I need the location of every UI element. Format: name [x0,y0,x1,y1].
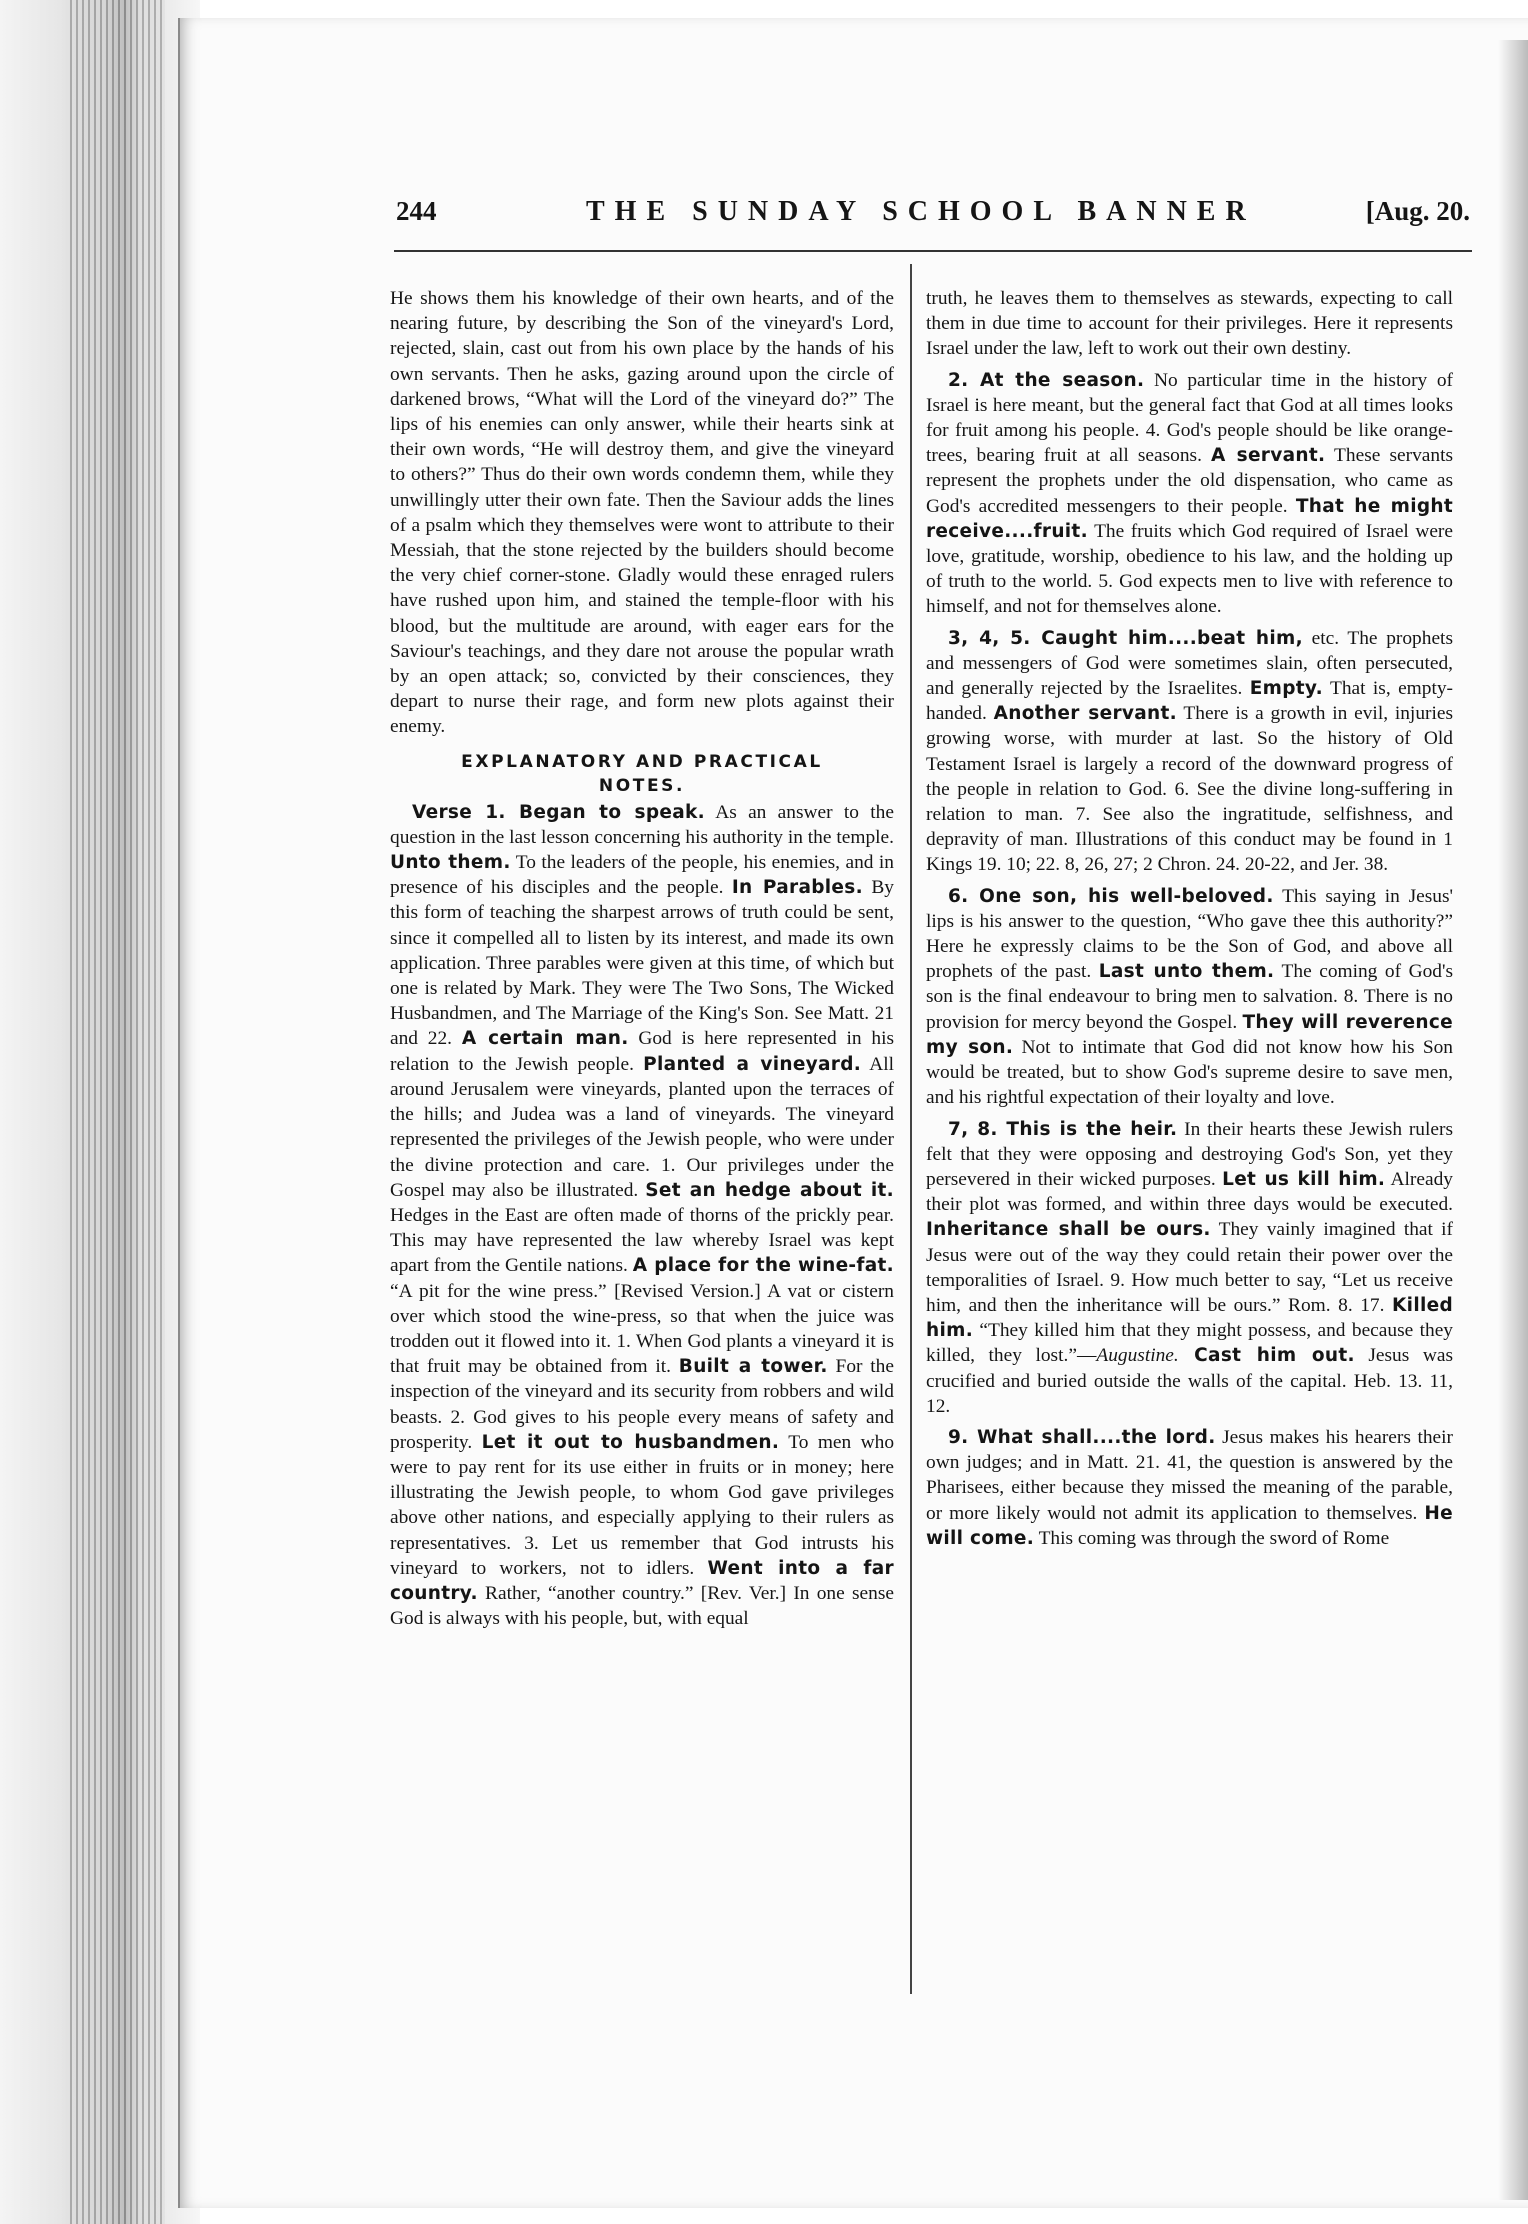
note-text: No particular time in the history of Israel is here meant, but the general fact that God at all times looks for fruit among his people. 4. God's people should be like orange-trees, bearing fruit at all seasons. [926,369,1453,467]
note-text: As an answer to the question in the last lesson concerning his authority in the temple. [390,801,894,848]
note-heading: That he might receive....fruit. [926,495,1453,542]
note-text: They vainly imagined that if Jesus were out of the way they could retain their power over the temporalities of Israel. 9. How much better to say, “Let us receive him, and then the inheritance will be ours.” Rom. 8. 17. [926,1219,1453,1316]
page-right-edge-shadow [1498,40,1528,2200]
note-text: In their hearts these Jewish rulers felt that they were opposing and destroying God's Son, yet they persevered in their wicked purposes. [926,1118,1453,1190]
note-heading: They will reverence my son. [926,1011,1453,1058]
note-text: God is here represented in his relation to the Jewish people. [390,1028,894,1075]
note-text: All around Jerusalem were vineyards, planted upon the terraces of the hills; and Judea was a land of vineyards. The vineyard represented the privileges of the Jewish people, who were under the divine protection and care. 1. Our privileges under the Gospel may also be illustrated. [390,1053,894,1201]
header-rule [394,250,1472,252]
note-text: Rather, “another country.” [Rev. Ver.] In one sense God is always with his people, but, with equal [390,1582,894,1630]
note-text: Jesus was crucified and buried outside the walls of the capital. Heb. 13. 11, 12. [926,1345,1453,1417]
note-heading: Killed him. [926,1294,1453,1342]
note-text: There is a growth in evil, injuries growing worse, with murder at last. So the history of Old Testament Israel is largely a record of the downward progress of the people in relation to God. 6. See the divine long-suffering in relation to man. 7. See also the ingratitude, selfishness, and depravity of man. Illustrations of this conduct may be found in 1 Kings 19. 10; 22. 8, 26, 27; 2 Chron. 24. 20-22, and Jer. 38. [926,703,1454,876]
note-heading: 6. One son, his well-beloved. [948,885,1274,907]
note-text: “They killed him that they might possess, and because they killed, they lost.”— [926,1320,1453,1367]
column-divider [910,264,912,1994]
page-header [396,196,1470,240]
narrative-paragraph: He shows them his knowledge of their own hearts, and of the nearing future, by describing the Son of the vineyard's Lord, rejected, slain, cast out from his own place by the hands of his own servants. Then he asks, gazing around upon the circle of darkened brows, “What will the Lord of the vineyard do?” The lips of his enemies can only answer, while their hearts sink at their own words, “He will destroy them, and give the vineyard to others?” Thus do their own words condemn them, while they unwillingly utter their own fate. Then the Saviour adds the lines of a psalm which they themselves were wont to attribute to their Messiah, that the stone rejected by the builders should become the very chief corner-stone. Gladly would these enraged rulers have rushed upon him, and stained the temple-floor with his blood, but the multitude are around, with eager ears for the Saviour's teachings, and they dare not arouse the popular wrath by an open attack; so, convicted by their consciences, they depart to nurse their rage, and form new plots against their enemy. [390,288,894,738]
note-verse-1 [390,800,894,1632]
note-verse-2 [926,368,1453,620]
note-text: For the inspection of the vineyard and its security from robbers and wild beasts. 2. God gives to his people every means of safety and prosperity. [390,1356,894,1453]
note-text: These servants represent the prophets under the old dispensation, who came as God's accredited messengers to their people. [926,445,1453,517]
note-heading: Verse 1. Began to speak. [412,801,705,823]
note-heading: Last unto them. [1098,961,1275,983]
section-heading [390,750,894,798]
page-stack-edges [70,0,165,2224]
note-heading: Cast him out. [1178,1345,1355,1367]
note-heading: Planted a vineyard. [643,1053,862,1075]
note-text: This coming was through the sword of Rome [1034,1527,1390,1549]
note-heading: 9. What shall....the lord. [948,1426,1216,1448]
page-number: 244 [396,196,437,226]
note-heading: Set an hedge about it. [645,1179,894,1201]
note-text: “A pit for the wine press.” [Revised Version.] A vat or cistern over which stood the wine-press, so that when the juice was trodden out it flowed into it. 1. When God plants a vineyard it is that fruit may be obtained from it. [390,1280,894,1378]
note-verse-6 [926,884,1453,1111]
citation: Augustine. [1096,1345,1179,1367]
note-heading: Went into a far country. [390,1557,894,1604]
note-heading: Unto them. [390,852,511,874]
note-verse-9 [926,1425,1453,1551]
note-verses-7-8 [926,1117,1453,1419]
note-text: To the leaders of the people, his enemies, and in presence of his disciples and the people. [390,852,894,899]
note-heading: 3, 4, 5. Caught him....beat him, [948,627,1303,649]
note-text: The fruits which God required of Israel were love, gratitude, worship, obedience to his law, and the holding up of truth to the world. 5. God expects men to live with reference to himself, and not for themselves alone. [926,520,1453,618]
issue-date: [Aug. 20. [1365,196,1470,226]
note-continuation: truth, he leaves them to themselves as stewards, expecting to call them in due time to account for their privileges. Here it represents Israel under the law, left to work out their own destiny. [926,288,1453,360]
note-heading: A certain man. [461,1028,629,1050]
note-text: That is, empty-handed. [926,678,1453,725]
left-column [390,286,894,1631]
note-heading: Inheritance shall be ours. [926,1219,1211,1241]
note-heading: He will come. [926,1502,1453,1549]
note-text: Hedges in the East are often made of thorns of the prickly pear. This may have represented the law whereby Israel was kept apart from the Gentile nations. [390,1204,894,1277]
note-heading: Let us kill him. [1222,1168,1386,1190]
note-heading: A servant. [1211,445,1326,467]
note-heading: Another servant. [993,703,1177,725]
note-heading: 7, 8. This is the heir. [948,1118,1178,1140]
note-text: Not to intimate that God did not know how his Son would be treated, but to show God's supreme desire to save men, and his rightful expectation of their loyalty and love. [926,1036,1453,1109]
note-heading: 2. At the season. [948,369,1145,391]
running-title: THE SUNDAY SCHOOL BANNER [586,196,1256,227]
note-heading: Empty. [1249,678,1323,700]
note-text: etc. The prophets and messengers of God were sometimes slain, often persecuted, and generally rejected by the Israelites. [926,627,1453,700]
section-heading-line-1: EXPLANATORY AND PRACTICAL [461,751,823,772]
note-heading: In Parables. [731,877,863,899]
section-heading-line-2: NOTES. [598,775,686,796]
note-verses-3-5 [926,626,1453,878]
note-heading: A place for the wine-fat. [632,1255,894,1277]
note-text: Jesus makes his hearers their own judges; and in Matt. 21. 41, the question is answered by the Pharisees, either because they missed the meaning of the parable, or more likely would not admit its application to themselves. [926,1426,1453,1524]
note-heading: Let it out to husbandmen. [481,1431,780,1453]
note-text: To men who were to pay rent for its use either in fruits or in money; here illustrating the Jewish people, to whom God gave privileges above other nations, and especially applying to their rulers as representatives. 3. Let us remember that God intrusts his vineyard to workers, not to idlers. [390,1431,895,1579]
note-text: Already their plot was formed, and within three days would be executed. [926,1168,1453,1216]
note-text: By this form of teaching the sharpest arrows of truth could be sent, since it compelled all to listen by its interest, and made its own application. Three parables were given at this time, of which but one is related by Mark. They were The Two Sons, The Wicked Husbandmen, and The Marriage of the King's Son. See Matt. 21 and 22. [390,877,894,1050]
right-column [926,286,1453,1551]
note-text: The coming of God's son is the final endeavour to bring men to salvation. 8. There is no provision for mercy beyond the Gospel. [926,961,1454,1033]
note-heading: Built a tower. [678,1356,828,1378]
note-text: This saying in Jesus' lips is his answer to the question, “Who gave thee this authority?” Here he expressly claims to be the Son of God, and above all prophets of the past. [926,885,1453,983]
